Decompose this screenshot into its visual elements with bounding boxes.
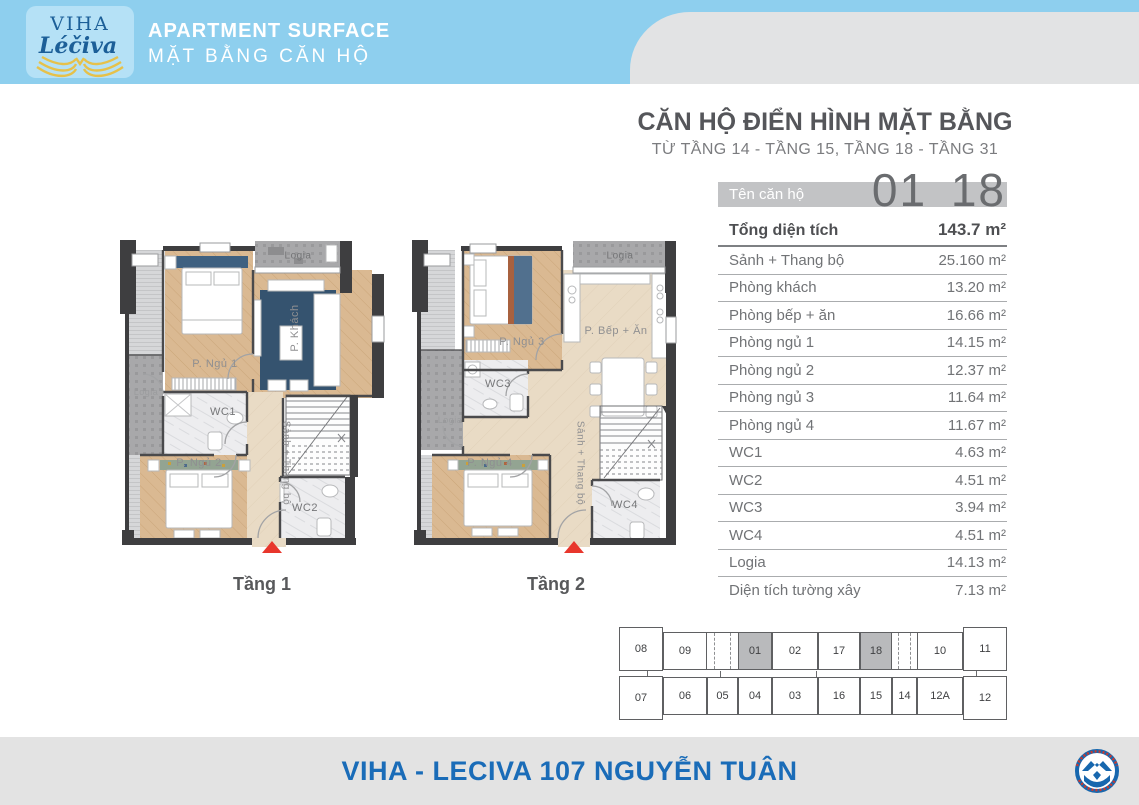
- room-label: P. Ngủ 4: [467, 457, 513, 469]
- area-rows: [718, 247, 1007, 605]
- keyplan-unit-09: 09: [663, 632, 707, 670]
- keyplan-unit-01: 01: [738, 632, 772, 670]
- area-table-row: [718, 247, 1007, 275]
- area-row-label: WC1: [729, 444, 763, 462]
- area-row-value: 25.160 m²: [938, 251, 1006, 269]
- area-row-label: Phòng bếp + ăn: [729, 306, 836, 324]
- keyplan-unit-07: 07: [619, 676, 663, 720]
- room-label: Logia: [437, 415, 463, 425]
- area-row-value: 12.37 m²: [946, 361, 1006, 379]
- brand-logo: [26, 6, 134, 78]
- area-table-row: [718, 385, 1007, 413]
- keyplan-unit-06: 06: [663, 677, 707, 715]
- area-row-label: Logia: [729, 554, 766, 572]
- plan-2-caption: Tầng 2: [526, 574, 585, 594]
- room-label: WC3: [485, 378, 511, 390]
- title-panel-shape: [630, 12, 1139, 84]
- unit-number: 01 18: [871, 164, 1006, 216]
- room-label: WC4: [612, 499, 638, 511]
- keyplan-unit-03: 03: [772, 677, 818, 715]
- keyplan-unit-11: 11: [963, 627, 1007, 671]
- room-label: P. Bếp + Ăn: [584, 325, 648, 337]
- keyplan-core-cell: [892, 632, 917, 670]
- area-table-row: [718, 577, 1007, 605]
- keyplan-unit-10: 10: [917, 632, 963, 670]
- room-label: P. Ngủ 1: [192, 358, 238, 370]
- area-row-label: Sảnh + Thang bộ: [729, 251, 845, 269]
- area-row-label: WC3: [729, 499, 763, 517]
- floor-plan-2-drawing: [410, 234, 682, 559]
- keyplan-unit-02: 02: [772, 632, 818, 670]
- area-row-label: Phòng khách: [729, 279, 817, 297]
- area-row-label: WC2: [729, 471, 763, 489]
- toilet1: [208, 432, 222, 450]
- room-label: Logia: [284, 250, 312, 262]
- room-label: P. Ngủ 2: [176, 457, 222, 469]
- area-table-row: [718, 330, 1007, 358]
- sink2: [322, 485, 338, 497]
- keyplan-unit-05: 05: [707, 677, 738, 715]
- room-label: Sảnh + Thang bộ: [280, 420, 292, 506]
- tv-cabinet: [254, 300, 261, 356]
- area-row-value: 4.51 m²: [955, 526, 1006, 544]
- sink4: [638, 488, 654, 500]
- room-label: P. Ngủ 3: [499, 336, 545, 348]
- kitchen-counter-left: [564, 274, 580, 342]
- plan-1-caption: Tầng 1: [232, 574, 291, 594]
- sink3: [483, 399, 497, 409]
- area-row-value: 11.64 m²: [947, 389, 1006, 407]
- header-title-en: APARTMENT SURFACE: [148, 20, 391, 42]
- company-seal-logo: [1070, 742, 1124, 803]
- area-table-row: [718, 412, 1007, 440]
- total-area-label: Tổng diện tích: [729, 222, 839, 239]
- keyplan-unit-04: 04: [738, 677, 772, 715]
- toilet4: [630, 522, 644, 539]
- keyplan: [619, 627, 1008, 720]
- area-table-row: [718, 467, 1007, 495]
- area-table-row: [718, 275, 1007, 303]
- area-row-label: Diện tích tường xây: [729, 582, 861, 600]
- room-label: Logia: [133, 387, 159, 397]
- kitchen-counter-top: [580, 274, 650, 284]
- footer-title: VIHA - LECIVA 107 NGUYỄN TUÂN: [341, 756, 798, 786]
- area-table-row: [718, 440, 1007, 468]
- area-row-value: 16.66 m²: [946, 306, 1006, 324]
- area-row-label: Phòng ngủ 2: [729, 361, 815, 379]
- keyplan-unit-14: 14: [892, 677, 917, 715]
- laurel-wings-icon: [37, 57, 123, 76]
- area-row-label: Phòng ngủ 3: [729, 389, 815, 407]
- toilet2: [317, 518, 331, 536]
- area-table-row: [718, 357, 1007, 385]
- area-row-label: Phòng ngủ 1: [729, 334, 815, 352]
- area-row-value: 14.13 m²: [946, 554, 1006, 572]
- keyplan-unit-08: 08: [619, 627, 663, 671]
- area-row-label: WC4: [729, 526, 763, 544]
- floor-plan-2: [410, 234, 682, 559]
- total-area-value: 143.7 m²: [937, 220, 1006, 239]
- unit-name-label: Tên căn hộ: [729, 186, 805, 203]
- room-label: Logia: [606, 250, 634, 262]
- brand-logo-art: [26, 6, 134, 78]
- wardrobe1: [172, 378, 236, 390]
- room-label: WC2: [292, 502, 318, 514]
- room-label: P. Khách: [289, 304, 301, 352]
- floor-plan-1-drawing: [118, 234, 390, 559]
- dining-table: [602, 358, 644, 416]
- brand-word-viha: VIHA: [50, 13, 110, 35]
- unit-name-bar: [718, 164, 1007, 216]
- floor-plan-1: [118, 234, 390, 559]
- keyplan-core-cell: [707, 632, 738, 670]
- toilet3: [510, 394, 523, 411]
- area-row-value: 4.51 m²: [955, 471, 1006, 489]
- keyplan-unit-18: 18: [860, 632, 892, 670]
- sofa: [314, 294, 340, 386]
- area-row-value: 14.15 m²: [946, 334, 1006, 352]
- keyplan-unit-17: 17: [818, 632, 860, 670]
- brand-word-leciva: Léčiva: [38, 33, 118, 59]
- area-row-label: Phòng ngủ 4: [729, 416, 815, 434]
- keyplan-unit-15: 15: [860, 677, 892, 715]
- area-table-row: [718, 302, 1007, 330]
- keyplan-unit-12A: 12A: [917, 677, 963, 715]
- area-row-value: 11.67 m²: [947, 416, 1006, 434]
- bed3-blanket: [514, 256, 532, 324]
- room-label: WC1: [210, 406, 236, 418]
- area-table-row: [718, 550, 1007, 578]
- room-label: Sảnh + Thang bộ: [574, 420, 586, 506]
- area-row-value: 7.13 m²: [955, 582, 1006, 600]
- area-table-row: [718, 522, 1007, 550]
- unit-info-table: [718, 164, 1007, 605]
- area-row-value: 4.63 m²: [955, 444, 1006, 462]
- bed1-headboard: [176, 256, 248, 268]
- area-table-row: [718, 495, 1007, 523]
- keyplan-unit-12: 12: [963, 676, 1007, 720]
- page-title: CĂN HỘ ĐIỂN HÌNH MẶT BẰNG: [637, 108, 1013, 136]
- keyplan-unit-16: 16: [818, 677, 860, 715]
- area-row-value: 3.94 m²: [955, 499, 1006, 517]
- page-subtitle: TỪ TẦNG 14 - TẦNG 15, TẦNG 18 - TẦNG 31: [651, 141, 999, 158]
- area-row-value: 13.20 m²: [946, 279, 1006, 297]
- header-title-vi: MẶT BẰNG CĂN HỘ: [148, 46, 372, 67]
